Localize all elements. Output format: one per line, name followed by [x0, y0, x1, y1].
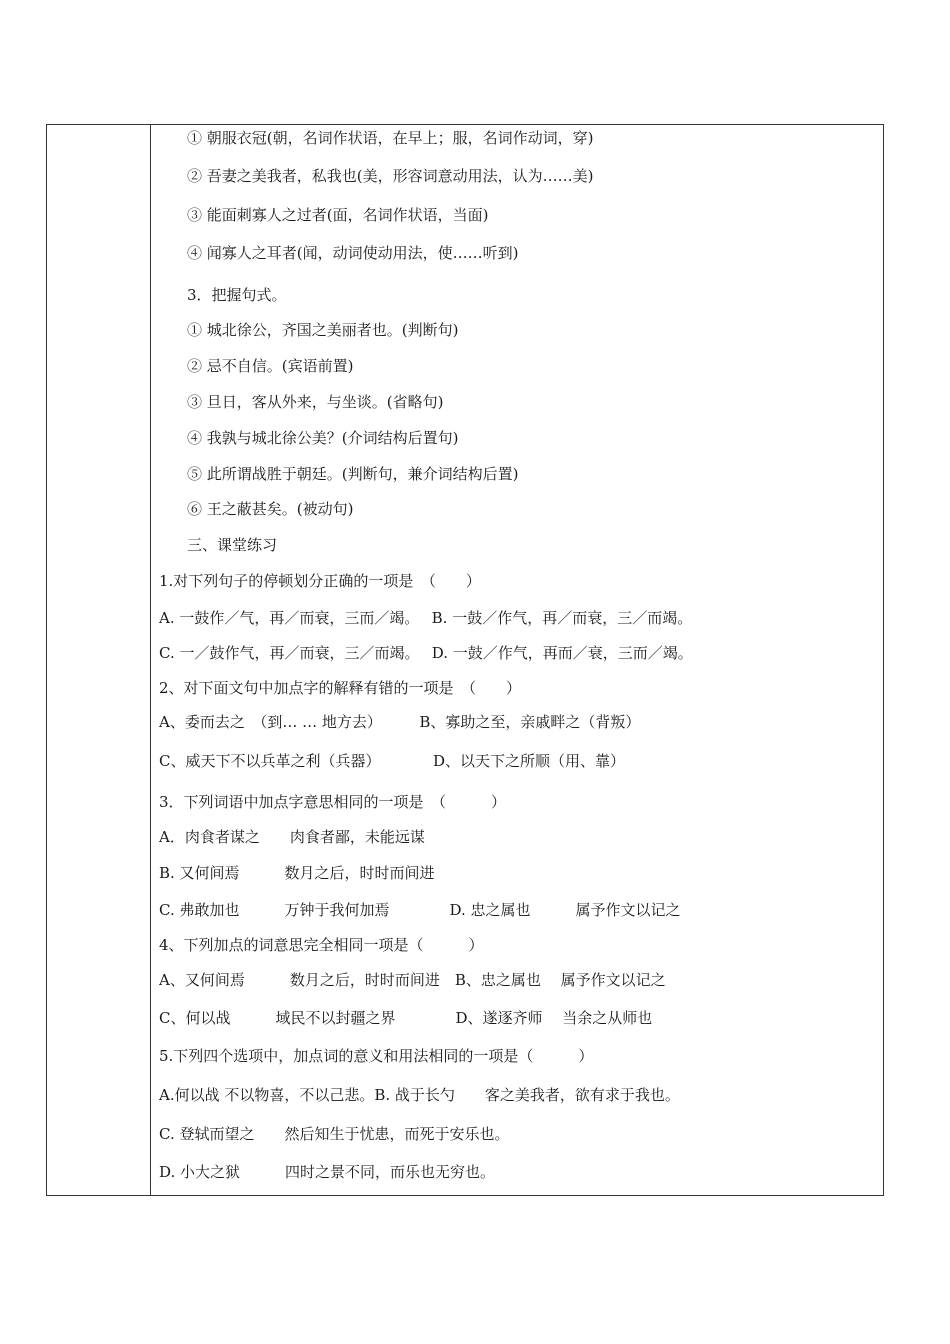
option-line: D. 小大之狱 四时之景不同，而乐也无穷也。	[159, 1163, 496, 1181]
option-line: A．肉食者谋之 肉食者鄙，未能远谋	[159, 828, 425, 846]
text-line: ③ 能面刺寡人之过者(面，名词作状语，当面)	[187, 206, 489, 224]
question: 1.对下列句子的停顿划分正确的一项是 （ ）	[159, 572, 481, 590]
question: 5.下列四个选项中，加点词的意义和用法相同的一项是（ ）	[159, 1047, 594, 1065]
option-line: A.何以战 不以物喜，不以己悲。B. 战于长勺 客之美我者，欲有求于我也。	[159, 1086, 680, 1104]
option-line: A、委而去之 （到… … 地方去） B、寡助之至，亲戚畔之（背叛）	[159, 713, 641, 731]
question: 2、对下面文句中加点字的解释有错的一项是 （ ）	[159, 679, 522, 697]
question: 4、下列加点的词意思完全相同一项是（ ）	[159, 936, 484, 954]
text-line: ② 吾妻之美我者，私我也(美，形容词意动用法，认为……美)	[187, 167, 594, 185]
option-line: C、威天下不以兵革之利（兵器） D、以天下之所顺（用、靠）	[159, 752, 626, 770]
option-line: C. 一／鼓作气，再／而衰，三／而竭。 D. 一鼓／作气，再而／衰，三而／竭。	[159, 644, 693, 662]
section-heading: 3．把握句式。	[187, 286, 287, 304]
text-line: ⑤ 此所谓战胜于朝廷。(判断句，兼介词结构后置)	[187, 465, 519, 483]
left-column-cell	[47, 125, 151, 1195]
text-line: ④ 闻寡人之耳者(闻，动词使动用法，使……听到)	[187, 244, 519, 262]
option-line: A、又何间焉 数月之后，时时而间进 B、忠之属也 属予作文以记之	[159, 971, 666, 989]
option-line: A. 一鼓作／气，再／而衰，三而／竭。 B. 一鼓／作气，再／而衰，三／而竭。	[159, 609, 693, 627]
option-line: C. 弗敢加也 万钟于我何加焉 D. 忠之属也 属予作文以记之	[159, 901, 681, 919]
section-heading: 三、课堂练习	[187, 536, 278, 554]
text-line: ① 城北徐公，齐国之美丽者也。(判断句)	[187, 321, 459, 339]
option-line: B. 又何间焉 数月之后，时时而间进	[159, 864, 435, 882]
text-line: ③ 旦日，客从外来，与坐谈。(省略句)	[187, 393, 444, 411]
text-line: ⑥ 王之蔽甚矣。(被动句)	[187, 500, 354, 518]
question: 3．下列词语中加点字意思相同的一项是 （ ）	[159, 793, 507, 811]
text-line: ④ 我孰与城北徐公美？(介词结构后置句)	[187, 429, 459, 447]
text-line: ② 忌不自信。(宾语前置)	[187, 357, 354, 375]
option-line: C、何以战 域民不以封疆之界 D、遂逐齐师 当余之从师也	[159, 1009, 653, 1027]
option-line: C. 登轼而望之 然后知生于忧患，而死于安乐也。	[159, 1125, 510, 1143]
content-cell	[151, 125, 883, 1195]
table-frame	[46, 124, 884, 1196]
text-line: ① 朝服衣冠(朝，名词作状语，在早上；服，名词作动词，穿)	[187, 129, 594, 147]
